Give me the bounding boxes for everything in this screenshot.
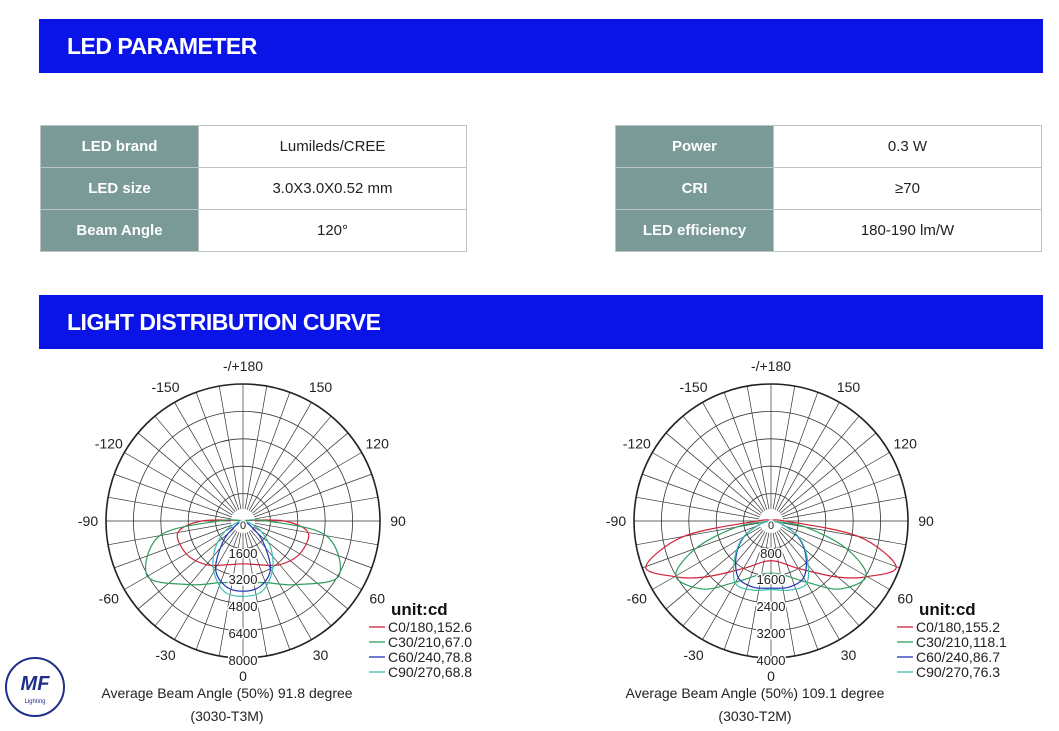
angle-tick-label: 120 — [893, 435, 917, 452]
radial-tick-label: 8000 — [228, 653, 258, 668]
angle-tick-label: -60 — [98, 590, 119, 607]
angle-tick-label: -30 — [155, 647, 176, 664]
angle-tick-label: 30 — [840, 647, 857, 664]
param-value-led-brand: Lumileds/CREE — [199, 126, 467, 168]
legend-label: C60/240,86.7 — [916, 649, 1001, 665]
legend-label: C0/180,152.6 — [388, 619, 473, 635]
angle-tick-label: -150 — [679, 378, 708, 395]
legend-label: C90/270,68.8 — [388, 664, 473, 680]
table-row — [616, 210, 1042, 252]
param-value-beam-angle: 120° — [199, 210, 467, 252]
angle-tick-label: -120 — [622, 435, 651, 452]
angle-tick-label: 0 — [239, 668, 247, 684]
polar-chart-t2m — [588, 358, 1018, 730]
table-row — [41, 210, 467, 252]
radial-tick-label: 0 — [767, 520, 775, 532]
angle-tick-label: 150 — [836, 378, 861, 395]
radial-tick-label: 2400 — [756, 599, 786, 614]
param-value-led-size: 3.0X3.0X0.52 mm — [199, 168, 467, 210]
legend-label: C60/240,78.8 — [388, 649, 473, 665]
angle-tick-label: 90 — [390, 513, 406, 529]
beam-angle-caption: Average Beam Angle (50%) 109.1 degree — [625, 685, 885, 701]
angle-tick-label: 60 — [369, 590, 385, 607]
param-label-led-brand: LED brand — [41, 126, 199, 168]
param-value-cri: ≥70 — [774, 168, 1042, 210]
angle-tick-label: 60 — [897, 590, 913, 607]
param-label-power: Power — [616, 126, 774, 168]
angle-tick-label: 0 — [767, 668, 775, 684]
angle-tick-label: -/+180 — [750, 358, 792, 374]
angle-tick-label: 30 — [312, 647, 329, 664]
led-params-table-left — [40, 125, 467, 252]
unit-label: unit:cd — [919, 600, 976, 619]
angle-tick-label: -30 — [683, 647, 704, 664]
angle-tick-label: -90 — [605, 513, 627, 529]
led-parameter-title: LED PARAMETER — [67, 33, 257, 59]
radial-tick-label: 3200 — [756, 626, 786, 641]
light-distribution-title: LIGHT DISTRIBUTION CURVE — [67, 309, 381, 335]
param-value-power: 0.3 W — [774, 126, 1042, 168]
table-row — [41, 126, 467, 168]
radial-tick-label: 4000 — [756, 653, 786, 668]
radial-tick-label: 3200 — [228, 572, 258, 587]
angle-tick-label: -150 — [151, 378, 180, 395]
radial-tick-label: 1600 — [756, 572, 786, 587]
model-label: (3030-T2M) — [718, 708, 792, 724]
radial-tick-label: 6400 — [228, 626, 258, 641]
table-row — [616, 168, 1042, 210]
param-label-beam-angle: Beam Angle — [41, 210, 199, 252]
logo-subtext: Lighting — [24, 699, 46, 705]
angle-tick-label: 150 — [308, 378, 333, 395]
legend-label: C30/210,67.0 — [388, 634, 473, 650]
radial-tick-label: 4800 — [228, 599, 258, 614]
param-label-cri: CRI — [616, 168, 774, 210]
legend-label: C30/210,118.1 — [916, 634, 1007, 650]
unit-label: unit:cd — [391, 600, 448, 619]
angle-tick-label: -60 — [626, 590, 647, 607]
param-label-led-size: LED size — [41, 168, 199, 210]
led-parameter-header — [39, 19, 1043, 73]
logo-text: MF — [20, 673, 50, 695]
angle-tick-label: 120 — [365, 435, 389, 452]
angle-tick-label: -/+180 — [222, 358, 264, 374]
param-value-led-efficiency: 180-190 lm/W — [774, 210, 1042, 252]
radial-tick-label: 1600 — [228, 546, 258, 561]
legend-label: C0/180,155.2 — [916, 619, 1001, 635]
radial-tick-label: 800 — [760, 546, 782, 561]
param-label-led-efficiency: LED efficiency — [616, 210, 774, 252]
mf-lighting-logo — [4, 656, 66, 718]
angle-tick-label: -90 — [77, 513, 99, 529]
beam-angle-caption: Average Beam Angle (50%) 91.8 degree — [101, 685, 353, 701]
angle-tick-label: -120 — [94, 435, 123, 452]
light-distribution-header — [39, 295, 1043, 349]
led-params-table-right — [615, 125, 1042, 252]
polar-chart-t3m — [60, 358, 490, 730]
angle-tick-label: 90 — [918, 513, 934, 529]
table-row — [41, 168, 467, 210]
model-label: (3030-T3M) — [190, 708, 264, 724]
table-row — [616, 126, 1042, 168]
radial-tick-label: 0 — [239, 520, 247, 532]
legend-label: C90/270,76.3 — [916, 664, 1001, 680]
